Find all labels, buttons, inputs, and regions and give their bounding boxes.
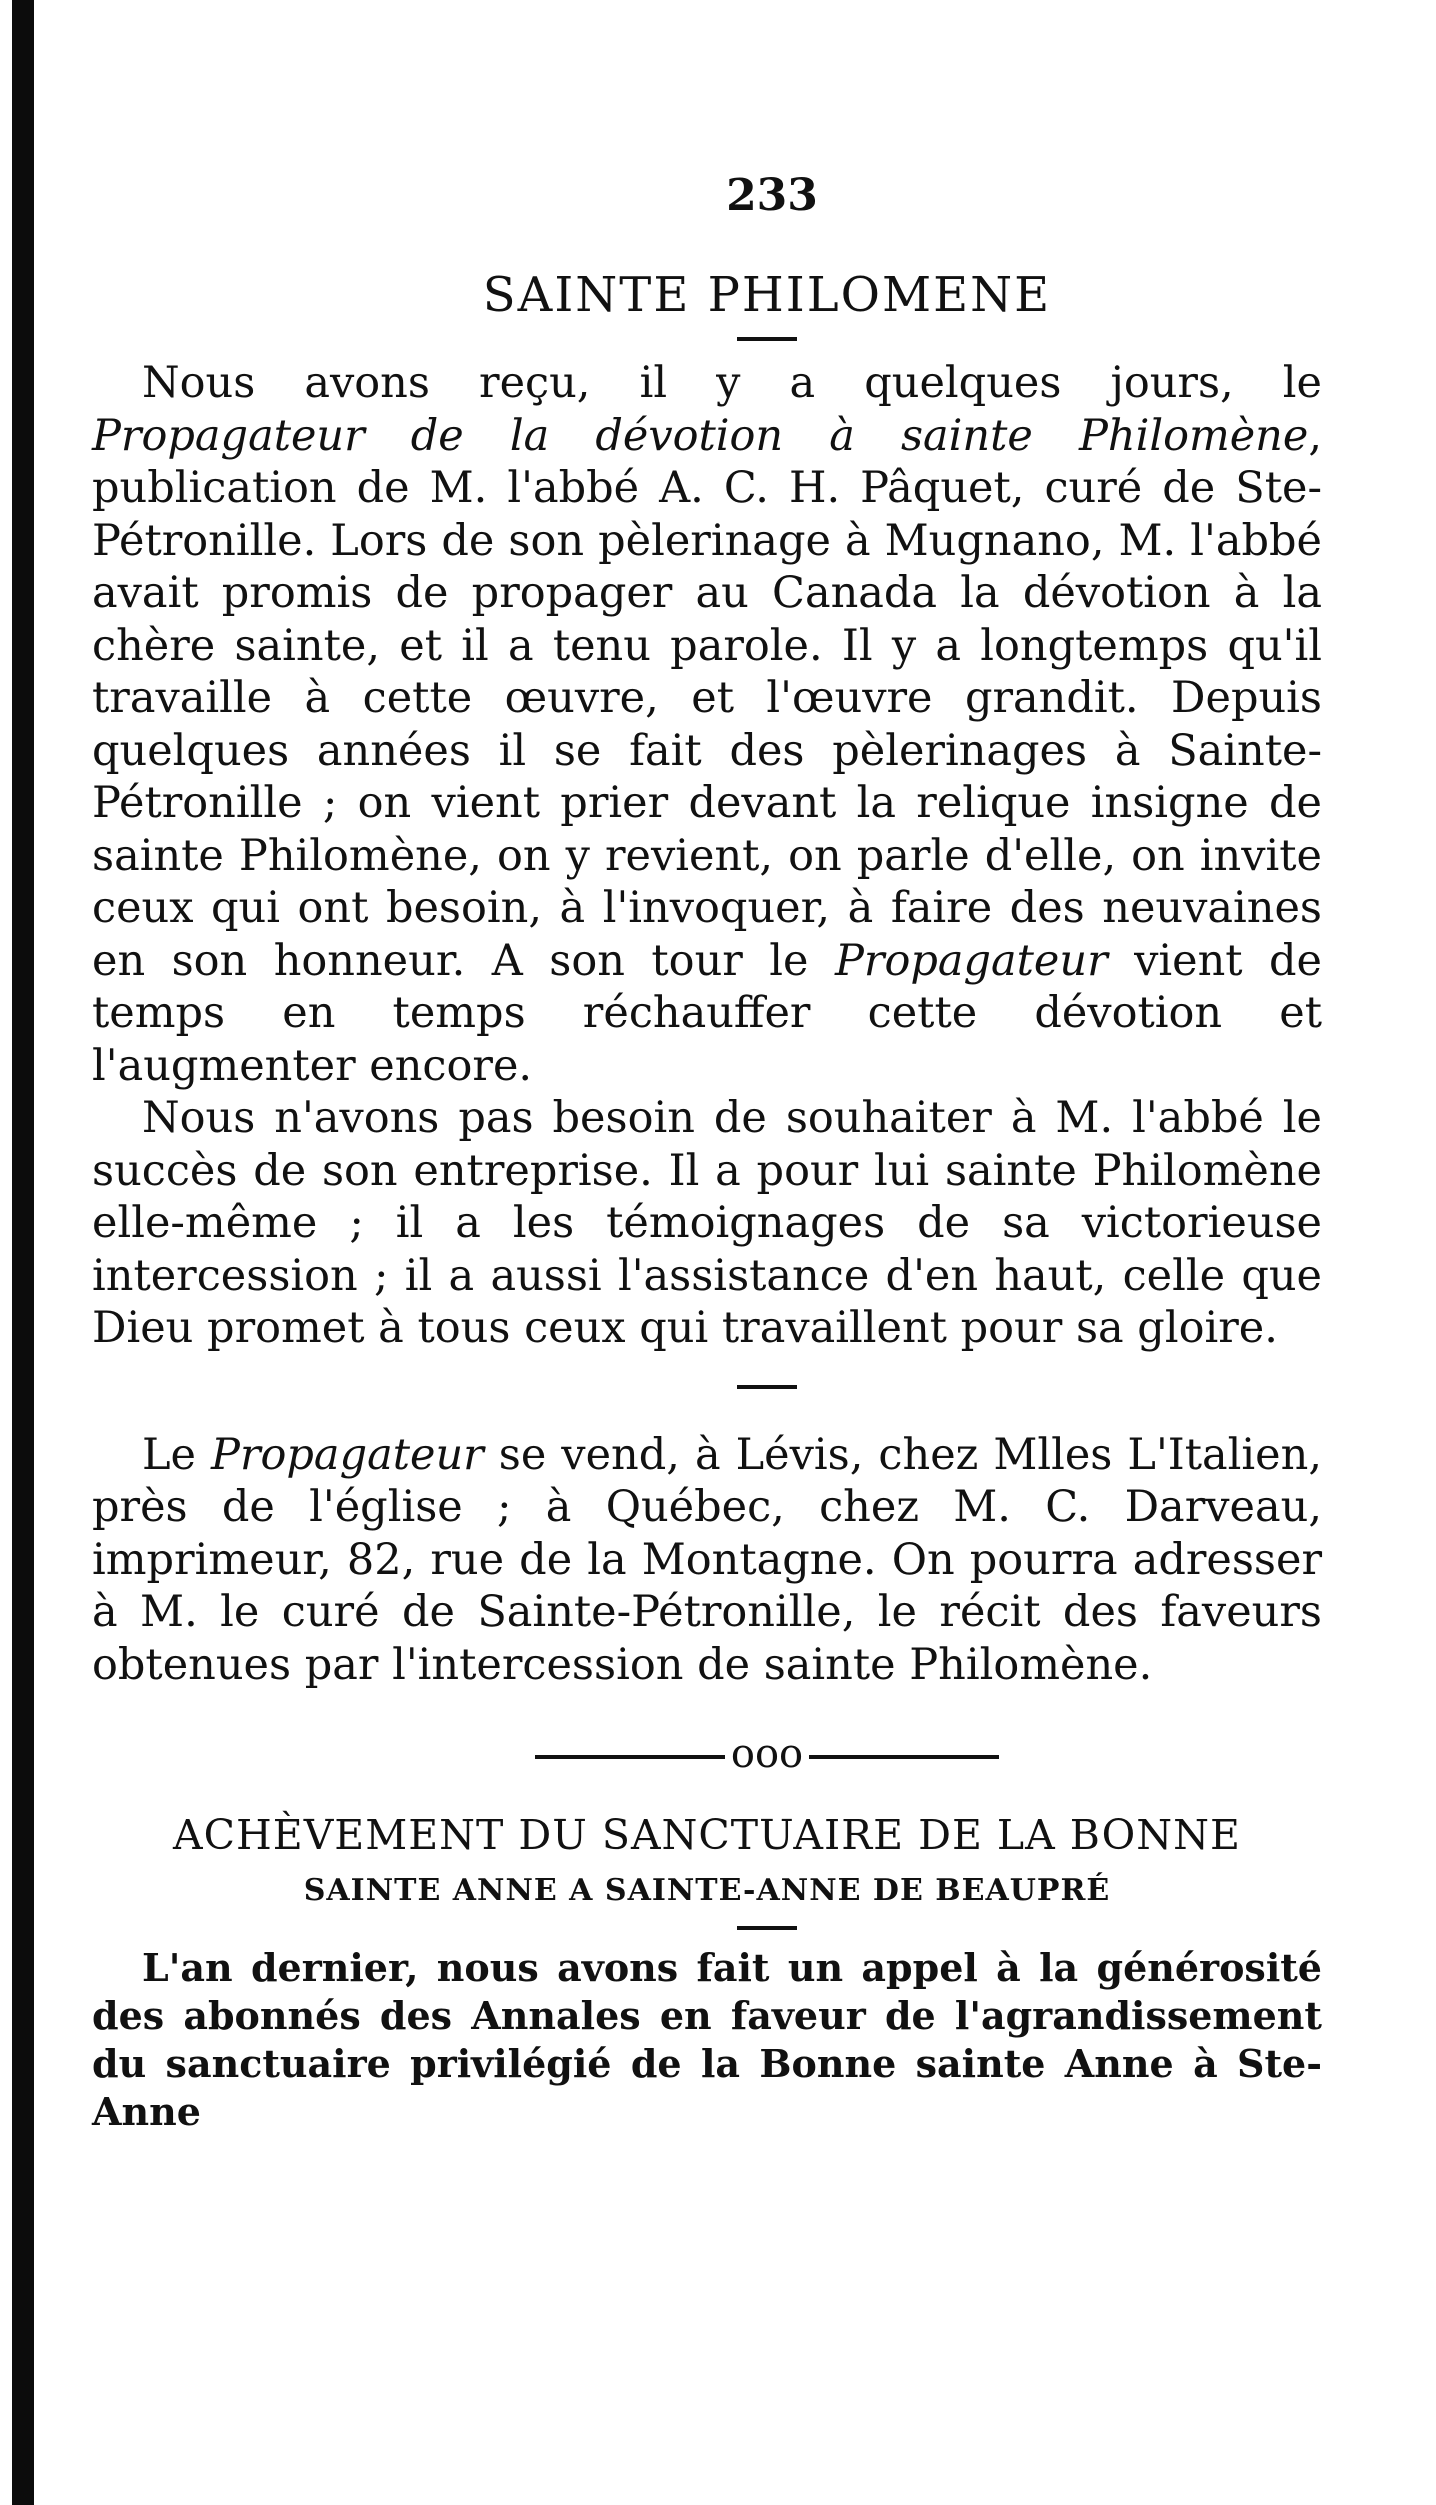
binding-edge: [12, 0, 34, 2505]
title-rule-2: [737, 1926, 797, 1930]
divider-mark: ooo: [730, 1731, 804, 1777]
page-number: 233: [726, 170, 818, 221]
title-rule: [737, 337, 797, 341]
section-subtitle-2: SAINTE ANNE A SAINTE-ANNE DE BEAUPRÉ: [303, 1873, 1111, 1908]
section-title: SAINTE PHILOMENE: [482, 267, 1052, 323]
text-block: [92, 150, 1322, 2136]
paragraph-4: L'an dernier, nous avons fait un appel à la générosité des abonnés des Annales en faveur de l'agrandissement du sanctuaire privilégié de la Bonne sainte Anne à Ste-Anne: [92, 1945, 1322, 2134]
paragraph-3: Le Propagateur se vend, à Lévis, chez Mlles L'Italien, près de l'église ; à Québec, chez M. C. Darveau, imprimeur, 82, rue de la Montagne. On pourra adresser à M. le curé de Sainte-Pétronille, le récit des faveurs obtenues par l'intercession de sainte Philomène.: [92, 1429, 1322, 1690]
section-divider: [92, 1731, 1322, 1777]
separator-rule: [737, 1385, 797, 1389]
divider-line-left: [535, 1755, 725, 1759]
divider-line-right: [809, 1755, 999, 1759]
paragraph-1: Nous avons reçu, il y a quelques jours, le Propagateur de la dévotion à sainte Philomène, publication de M. l'abbé A. C. H. Pâquet, curé de Ste-Pétronille. Lors de son pèlerinage à Mugnano, M. l'abbé avait promis de propager au Canada la dévotion à la chère sainte, et il a tenu parole. Il y a longtemps qu'il travaille à cette œuvre, et l'œuvre grandit. Depuis quelques années il se fait des pèlerinages à Sainte-Pétronille ; on vient prier devant la relique insigne de sainte Philomène, on y revient, on parle d'elle, on invite ceux qui ont besoin, à l'invoquer, à faire des neuvaines en son honneur. A son tour le Propagateur vient de temps en temps réchauffer cette dévotion et l'augmenter encore.: [92, 358, 1322, 1091]
section-title-2: ACHÈVEMENT DU SANCTUAIRE DE LA BONNE: [173, 1811, 1241, 1859]
paragraph-2: Nous n'avons pas besoin de souhaiter à M. l'abbé le succès de son entreprise. Il a pour lui sainte Philomène elle-même ; il a les témoignages de sa victorieuse intercession ; il a aussi l'assistance d'en haut, celle que Dieu promet à tous ceux qui travaillent pour sa gloire.: [92, 1093, 1322, 1353]
